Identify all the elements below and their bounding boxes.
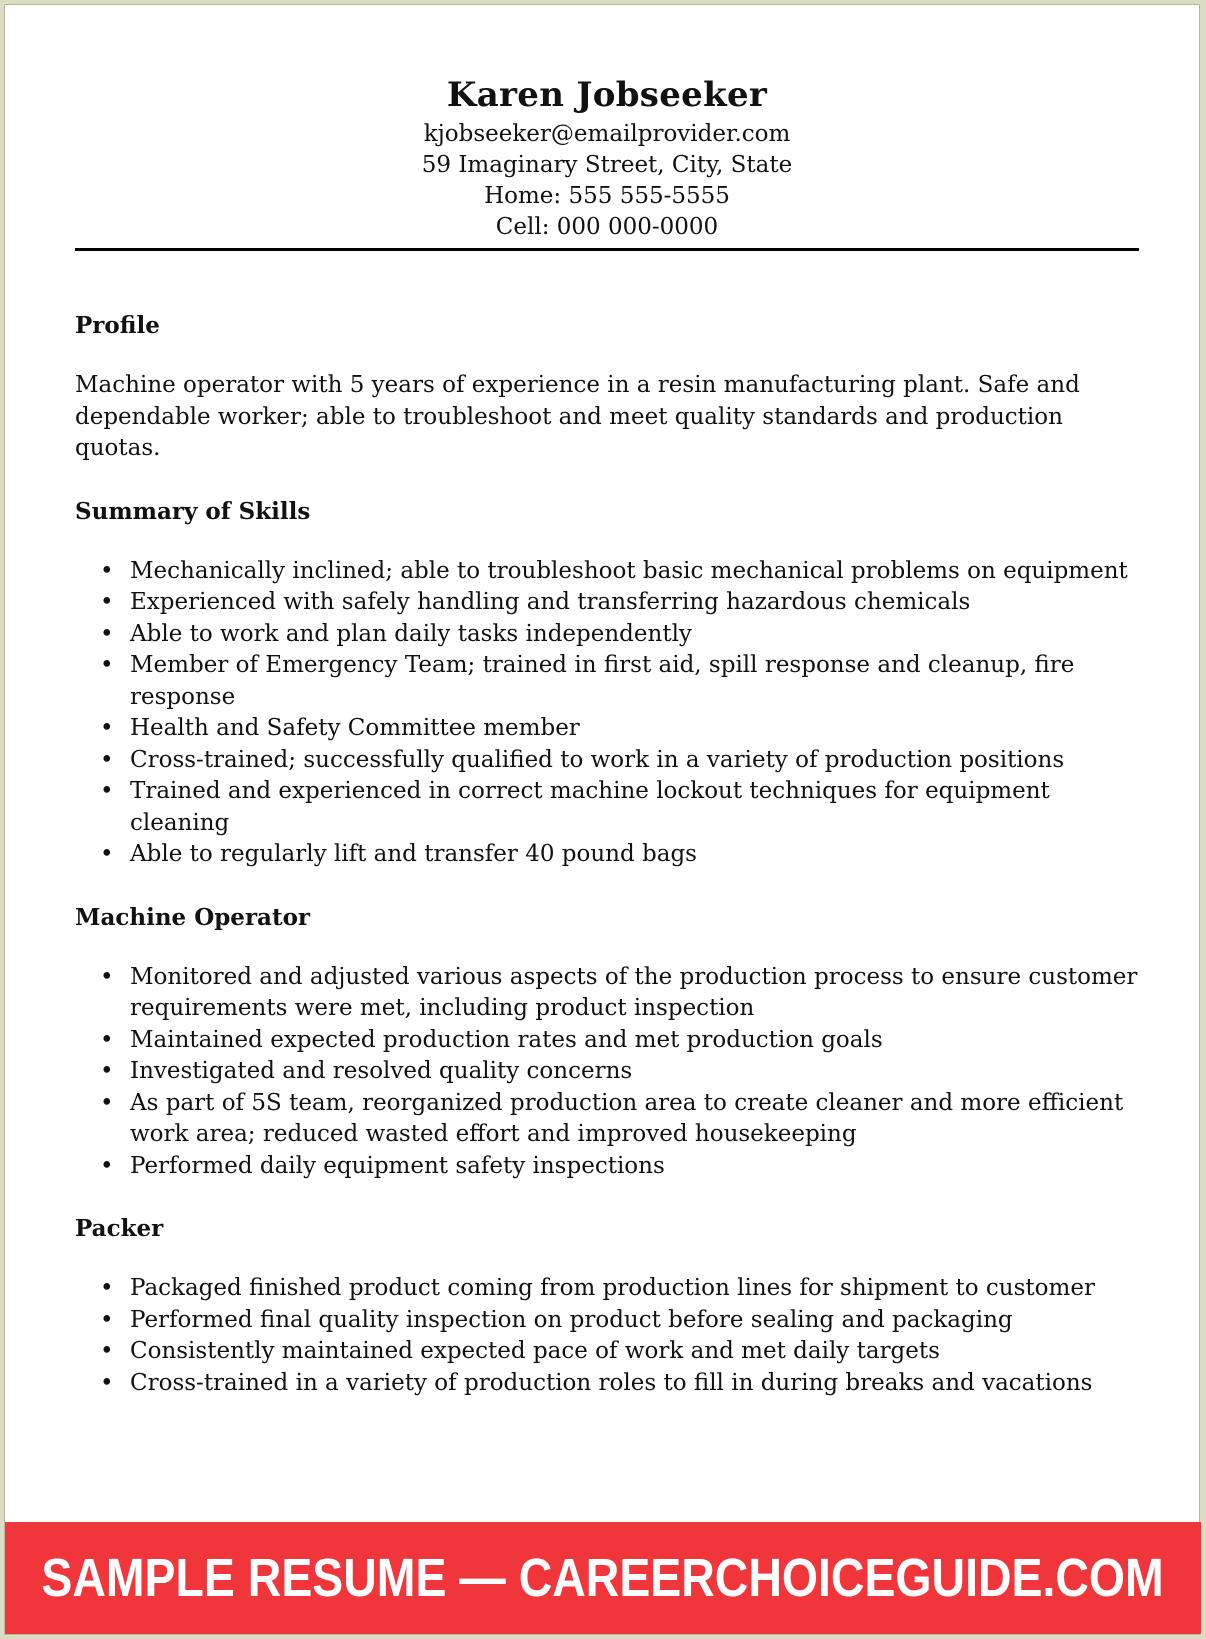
list-item: • Cross-trained; successfully qualified to work in a variety of production positions — [75, 745, 1139, 777]
packer-heading: Packer — [75, 1215, 164, 1242]
packer-list — [75, 1273, 1139, 1399]
list-item: • Experienced with safely handling and transferring hazardous chemicals — [75, 587, 1139, 619]
skills-list — [75, 556, 1139, 871]
home-phone-line: Home: 555 555-5555 — [484, 183, 730, 209]
watermark-banner — [5, 1522, 1201, 1634]
machine-operator-list — [75, 962, 1139, 1183]
banner-text: SAMPLE RESUME — CAREERCHOICEGUIDE.COM — [41, 1548, 1165, 1608]
list-item: • Monitored and adjusted various aspects of the production process to ensure customer requirements were met, including product inspection — [75, 962, 1139, 1025]
resume-page — [4, 4, 1200, 1635]
address-line: 59 Imaginary Street, City, State — [421, 152, 793, 178]
list-item: • Health and Safety Committee member — [75, 713, 1139, 745]
list-item: • Able to regularly lift and transfer 40 pound bags — [75, 839, 1139, 871]
machine-operator-heading: Machine Operator — [75, 903, 311, 931]
profile-text: Machine operator with 5 years of experience in a resin manufacturing plant. Safe and dependable worker; able to troubleshoot and meet quality standards and production quotas. — [75, 372, 1080, 461]
list-item: • Cross-trained in a variety of production roles to fill in during breaks and vacations — [75, 1368, 1139, 1400]
list-item: • Performed daily equipment safety inspections — [75, 1151, 1139, 1183]
list-item: • Member of Emergency Team; trained in first aid, spill response and cleanup, fire response — [75, 650, 1139, 713]
list-item: • Able to work and plan daily tasks independently — [75, 619, 1139, 651]
cell-phone-line: Cell: 000 000-0000 — [495, 214, 719, 240]
list-item: • Performed final quality inspection on product before sealing and packaging — [75, 1305, 1139, 1337]
list-item: • Investigated and resolved quality concerns — [75, 1056, 1139, 1088]
list-item: • Mechanically inclined; able to troubleshoot basic mechanical problems on equipment — [75, 556, 1139, 588]
candidate-name: Karen Jobseeker — [446, 75, 768, 115]
list-item: • Consistently maintained expected pace of work and met daily targets — [75, 1336, 1139, 1368]
list-item: • Trained and experienced in correct machine lockout techniques for equipment cleaning — [75, 776, 1139, 839]
list-item: • Maintained expected production rates and met production goals — [75, 1025, 1139, 1057]
resume-body — [75, 310, 1139, 1430]
profile-heading: Profile — [75, 312, 160, 339]
list-item: • Packaged finished product coming from production lines for shipment to customer — [75, 1273, 1139, 1305]
email-line: kjobseeker@emailprovider.com — [423, 121, 791, 147]
list-item: • As part of 5S team, reorganized production area to create cleaner and more efficient work area; reduced wasted effort and improved housekeeping — [75, 1088, 1139, 1151]
resume-header — [75, 73, 1139, 243]
skills-heading: Summary of Skills — [75, 497, 311, 525]
header-divider — [75, 248, 1139, 251]
